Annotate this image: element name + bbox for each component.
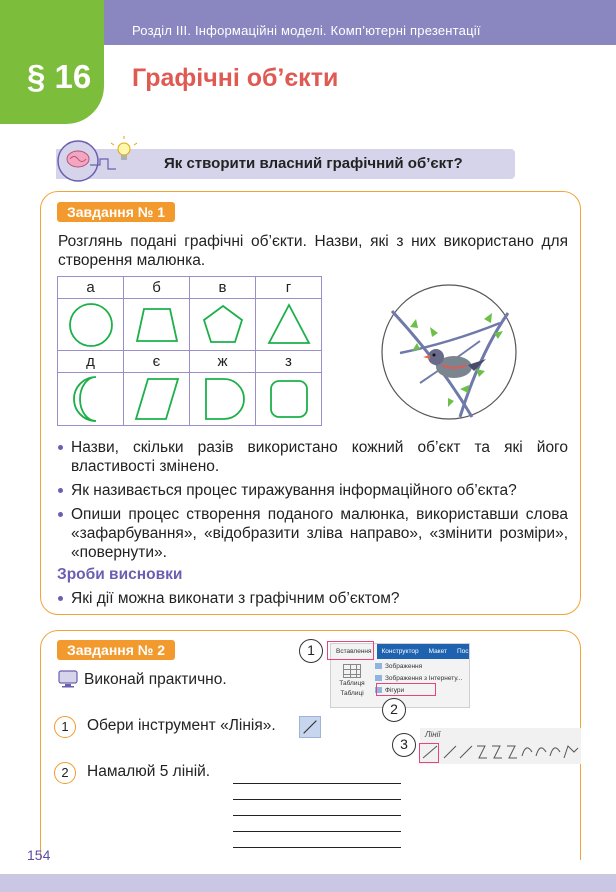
shape-label: ж xyxy=(190,351,256,373)
rounded-d-shape-icon xyxy=(198,373,248,425)
task1-badge: Завдання № 1 xyxy=(57,202,175,222)
highlight-line-tool xyxy=(419,743,439,763)
conclusion-list xyxy=(56,589,568,613)
line-tool-icon xyxy=(299,716,321,738)
shape-label: г xyxy=(256,277,322,299)
footer-band xyxy=(0,874,616,892)
line-shapes-icons xyxy=(420,728,581,764)
step-2-text: Намалюй 5 ліній. xyxy=(87,763,211,780)
shape-label: з xyxy=(256,351,322,373)
shape-label: д xyxy=(58,351,124,373)
callout-2: 2 xyxy=(382,698,406,722)
step-2-number: 2 xyxy=(54,762,76,784)
writing-line xyxy=(233,800,401,816)
crescent-shape-icon xyxy=(66,373,116,425)
list-item: Опиши процес створення поданого малюнка, використавши слова «зафарбування», «відобразити зліва направо», «змінити розміри», «повернути». xyxy=(56,505,568,562)
table-icon xyxy=(343,664,361,678)
shapes-button[interactable]: Фігури xyxy=(375,687,404,694)
highlight-shapes xyxy=(376,683,436,696)
shape-label: а xyxy=(58,277,124,299)
tables-group-label: Таблиці xyxy=(340,690,364,697)
bird-on-branch-illustration xyxy=(380,283,518,421)
triangle-shape-icon xyxy=(264,301,314,349)
parallelogram-shape-icon xyxy=(132,373,182,425)
task1-questions xyxy=(56,438,568,567)
tab-layout[interactable]: Макет xyxy=(428,648,447,655)
pentagon-shape-icon xyxy=(198,301,248,349)
shape-label: б xyxy=(124,277,190,299)
step-1-number: 1 xyxy=(54,716,76,738)
brain-lightbulb-icon xyxy=(50,135,140,187)
lines-panel-title: Лінії xyxy=(425,730,441,739)
computer-icon xyxy=(58,670,78,688)
page-title: Графічні об’єкти xyxy=(132,64,339,92)
table-button[interactable] xyxy=(337,664,367,697)
tab-design[interactable]: Конструктор xyxy=(381,648,419,655)
list-item: Назви, скільки разів використано кожний об’єкт та які його властивості змінено. xyxy=(56,438,568,476)
writing-line xyxy=(233,768,401,784)
section-band-text: Розділ ІІІ. Інформаційні моделі. Комп’ютерні презентації xyxy=(132,23,481,38)
tab-references[interactable]: Пос xyxy=(456,648,469,655)
conclusion-heading: Зроби висновки xyxy=(57,566,183,583)
list-item: Які дії можна виконати з графічним об’єктом? xyxy=(56,589,568,608)
step-1-text: Обери інструмент «Лінія». xyxy=(87,717,276,734)
writing-line xyxy=(233,784,401,800)
shapes-table xyxy=(57,276,322,426)
online-pictures-button[interactable]: Зображення з Інтернету... xyxy=(375,675,462,682)
writing-line xyxy=(233,816,401,832)
task2-badge: Завдання № 2 xyxy=(57,640,175,660)
table-button-label: Таблиця xyxy=(339,680,365,687)
list-item: Як називається процес тиражування інформаційного об’єкта? xyxy=(56,481,568,500)
callout-1: 1 xyxy=(299,639,323,663)
tab-insert[interactable]: Вставлення xyxy=(331,644,377,659)
lines-gallery xyxy=(420,728,581,764)
callout-3: 3 xyxy=(392,733,416,757)
pictures-button[interactable]: Зображення xyxy=(375,663,422,670)
task1-intro: Розглянь подані графічні об’єкти. Назви, які з них використано для створення малюнка. xyxy=(58,233,568,269)
highlight-insert-tab xyxy=(327,641,374,660)
page-number: 154 xyxy=(27,847,51,863)
shape-label: в xyxy=(190,277,256,299)
rounded-square-shape-icon xyxy=(264,373,314,425)
shape-label: є xyxy=(124,351,190,373)
section-number: § 16 xyxy=(27,58,92,95)
trapezoid-shape-icon xyxy=(132,301,182,349)
writing-line xyxy=(233,832,401,848)
circle-shape-icon xyxy=(66,301,116,349)
drawing-lines xyxy=(233,768,401,848)
question-text: Як створити власний графічний об’єкт? xyxy=(164,155,463,172)
practical-instruction: Виконай практично. xyxy=(84,671,227,688)
